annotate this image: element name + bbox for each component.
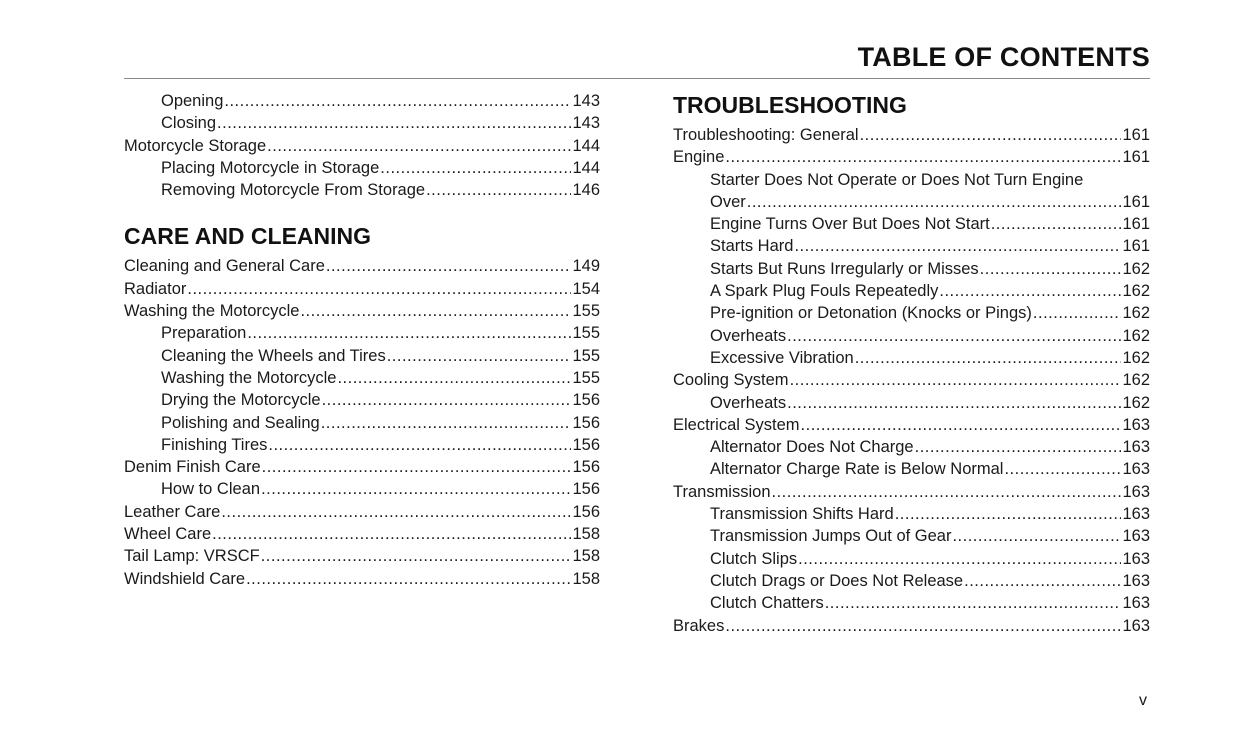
toc-entry-label: Wheel Care [124, 525, 212, 544]
toc-entry-label: Clutch Chatters [710, 594, 824, 613]
toc-entry-label: Electrical System [673, 415, 800, 434]
toc-entry-label: Removing Motorcycle From Storage [161, 181, 426, 200]
dot-leader [860, 124, 1122, 146]
dot-leader [801, 414, 1122, 436]
dot-leader [1004, 458, 1121, 480]
toc-entry-page: 163 [1122, 482, 1150, 501]
toc-list-troubleshooting-a [673, 124, 1150, 169]
dot-leader [262, 456, 572, 478]
toc-entry-label: Excessive Vibration [710, 348, 854, 367]
toc-entry-page: 156 [572, 458, 600, 477]
toc-entry-label: Cleaning and General Care [124, 257, 325, 276]
toc-entry-label: Alternator Does Not Charge [710, 438, 914, 457]
toc-entry-label: Overheats [710, 393, 787, 412]
toc-entry-label: Washing the Motorcycle [124, 302, 300, 321]
dot-leader [787, 392, 1121, 414]
toc-entry-page: 144 [572, 158, 600, 177]
toc-entry[interactable] [673, 325, 1150, 347]
toc-entry-label: Transmission Shifts Hard [710, 505, 894, 524]
toc-entry-label: Pre-ignition or Detonation (Knocks or Pings) [710, 304, 1032, 323]
toc-entry-label: Tail Lamp: VRSCF [124, 547, 260, 566]
toc-entry[interactable] [673, 414, 1150, 436]
dot-leader [337, 367, 571, 389]
toc-entry-page: 163 [1122, 616, 1150, 635]
toc-entry-page: 163 [1122, 549, 1150, 568]
toc-entry-label: Opening [161, 92, 224, 110]
toc-entry-label: Over [710, 192, 746, 211]
toc-entry-label: Placing Motorcycle in Storage [161, 158, 380, 177]
toc-entry-page: 155 [572, 346, 600, 365]
toc-entry-label: Cooling System [673, 371, 789, 390]
dot-leader [261, 478, 571, 500]
toc-entry-page: 162 [1122, 326, 1150, 345]
toc-entry[interactable] [673, 503, 1150, 525]
dot-leader [939, 280, 1121, 302]
toc-entry-page: 161 [1122, 215, 1150, 234]
toc-entry-page: 163 [1122, 505, 1150, 524]
toc-entry[interactable] [124, 278, 600, 300]
dot-leader [217, 112, 571, 134]
dot-leader [787, 325, 1121, 347]
toc-entry-page: 163 [1122, 527, 1150, 546]
toc-list-troubleshooting-b [673, 213, 1150, 637]
dot-leader [426, 179, 571, 201]
toc-entry-label: How to Clean [161, 480, 261, 499]
dot-leader [772, 481, 1122, 503]
toc-entry-page: 163 [1122, 415, 1150, 434]
toc-entry-label: Preparation [161, 324, 247, 343]
dot-leader [380, 157, 571, 179]
dot-leader [268, 434, 571, 456]
toc-entry-page: 144 [572, 136, 600, 155]
toc-entry-label: Engine Turns Over But Does Not Start [710, 215, 990, 234]
dot-leader [725, 615, 1121, 637]
toc-entry-label: Radiator [124, 279, 187, 298]
dot-leader [321, 412, 572, 434]
toc-entry[interactable] [673, 369, 1150, 391]
toc-entry-label: Starts But Runs Irregularly or Misses [710, 259, 979, 278]
toc-list-care-and-cleaning [124, 255, 600, 589]
toc-entry-label: Leather Care [124, 502, 221, 521]
toc-entry-page: 163 [1122, 460, 1150, 479]
section-heading-troubleshooting: TROUBLESHOOTING [673, 92, 907, 118]
dot-leader [991, 213, 1122, 235]
toc-entry-page: 163 [1122, 594, 1150, 613]
toc-list-storage [124, 90, 600, 201]
dot-leader [790, 369, 1122, 391]
toc-entry[interactable] [673, 302, 1150, 324]
toc-entry-label: A Spark Plug Fouls Repeatedly [710, 282, 939, 301]
toc-entry-page: 155 [572, 368, 600, 387]
page-header [124, 40, 1150, 79]
toc-entry[interactable] [124, 545, 600, 567]
toc-entry-label: Denim Finish Care [124, 458, 261, 477]
right-column [673, 90, 1150, 637]
toc-entry-label: Drying the Motorcycle [161, 391, 321, 410]
toc-entry-label: Transmission [673, 482, 771, 501]
toc-entry[interactable] [124, 157, 600, 179]
toc-entry-label: Brakes [673, 616, 725, 635]
toc-entry[interactable] [673, 436, 1150, 458]
toc-entry-page: 161 [1122, 237, 1150, 256]
toc-entry-page: 162 [1122, 282, 1150, 301]
dot-leader [825, 592, 1122, 614]
toc-entry[interactable] [124, 90, 600, 112]
toc-entry-page: 155 [572, 324, 600, 343]
left-column [124, 90, 600, 590]
dot-leader [387, 345, 572, 367]
toc-entry[interactable] [673, 615, 1150, 637]
toc-entry-label: Starts Hard [710, 237, 794, 256]
dot-leader [1033, 302, 1122, 324]
dot-leader [747, 191, 1122, 213]
dot-leader [725, 146, 1121, 168]
toc-entry-label: Closing [161, 114, 217, 133]
toc-entry-page: 158 [572, 569, 600, 588]
toc-entry-wrapped[interactable] [673, 169, 1150, 214]
toc-entry[interactable] [673, 124, 1150, 146]
toc-entry[interactable] [673, 280, 1150, 302]
dot-leader [794, 235, 1121, 257]
toc-entry-label: Finishing Tires [161, 435, 268, 454]
dot-leader [267, 135, 571, 157]
toc-entry[interactable] [673, 213, 1150, 235]
toc-entry-label: Engine [673, 148, 725, 167]
toc-entry-label: Alternator Charge Rate is Below Normal [710, 460, 1004, 479]
dot-leader [798, 548, 1121, 570]
dot-leader [964, 570, 1121, 592]
dot-leader [322, 389, 572, 411]
toc-entry[interactable] [124, 179, 600, 201]
dot-leader [221, 501, 571, 523]
section-heading-care-and-cleaning: CARE AND CLEANING [124, 223, 372, 250]
toc-entry[interactable] [673, 592, 1150, 614]
toc-entry-page: 158 [572, 525, 600, 544]
toc-entry-page: 146 [572, 181, 600, 200]
toc-entry[interactable] [124, 568, 600, 590]
toc-entry-page: 161 [1122, 148, 1150, 167]
dot-leader [915, 436, 1122, 458]
toc-entry[interactable] [124, 345, 600, 367]
toc-entry[interactable] [124, 367, 600, 389]
toc-entry[interactable] [124, 255, 600, 277]
toc-entry[interactable] [673, 235, 1150, 257]
toc-entry-page: 154 [572, 279, 600, 298]
toc-entry[interactable] [124, 412, 600, 434]
toc-entry[interactable] [673, 481, 1150, 503]
dot-leader [246, 568, 571, 590]
toc-entry-label-line1: Starter Does Not Operate or Does Not Turn Engine [710, 170, 1084, 189]
dot-leader [224, 90, 571, 112]
toc-entry-page: 162 [1122, 304, 1150, 323]
dot-leader [952, 525, 1121, 547]
toc-entry-label: Washing the Motorcycle [161, 368, 337, 387]
dot-leader [212, 523, 571, 545]
dot-leader [326, 255, 572, 277]
toc-entry-page: 161 [1122, 192, 1150, 211]
toc-entry-page: 162 [1122, 348, 1150, 367]
dot-leader [980, 258, 1122, 280]
dot-leader [247, 322, 571, 344]
dot-leader [895, 503, 1122, 525]
toc-entry[interactable] [124, 389, 600, 411]
toc-entry-label: Motorcycle Storage [124, 136, 267, 155]
dot-leader [187, 278, 571, 300]
toc-entry[interactable] [673, 548, 1150, 570]
toc-entry-page: 162 [1122, 259, 1150, 278]
toc-entry[interactable] [124, 434, 600, 456]
toc-entry[interactable] [673, 347, 1150, 369]
toc-entry-label: Overheats [710, 326, 787, 345]
toc-entry[interactable] [124, 478, 600, 500]
toc-entry-label: Cleaning the Wheels and Tires [161, 346, 386, 365]
page-number: v [1139, 692, 1147, 709]
toc-entry-page: 163 [1122, 571, 1150, 590]
toc-entry[interactable] [673, 258, 1150, 280]
dot-leader [300, 300, 571, 322]
toc-entry-page: 156 [572, 480, 600, 499]
toc-entry[interactable] [673, 570, 1150, 592]
dot-leader [855, 347, 1122, 369]
toc-entry-label: Windshield Care [124, 569, 246, 588]
toc-entry-page: 158 [572, 547, 600, 566]
toc-entry-page: 156 [572, 391, 600, 410]
toc-entry-label: Clutch Drags or Does Not Release [710, 571, 964, 590]
toc-entry-page: 156 [572, 435, 600, 454]
toc-entry[interactable] [673, 392, 1150, 414]
toc-entry-page: 162 [1122, 371, 1150, 390]
toc-entry[interactable] [124, 322, 600, 344]
toc-entry-label: Transmission Jumps Out of Gear [710, 527, 952, 546]
toc-entry-label: Troubleshooting: General [673, 126, 859, 144]
toc-entry-page: 149 [572, 257, 600, 276]
toc-entry-page: 143 [572, 92, 600, 110]
toc-entry-line2 [673, 191, 1150, 213]
toc-entry[interactable] [124, 112, 600, 134]
toc-entry-page: 156 [572, 502, 600, 521]
toc-entry[interactable] [124, 501, 600, 523]
toc-entry-page: 161 [1122, 126, 1150, 144]
toc-entry-label: Polishing and Sealing [161, 413, 320, 432]
toc-entry-label: Clutch Slips [710, 549, 798, 568]
toc-entry-page: 143 [572, 114, 600, 133]
toc-entry-page: 155 [572, 302, 600, 321]
toc-entry[interactable] [673, 525, 1150, 547]
toc-entry[interactable] [124, 456, 600, 478]
toc-entry-page: 162 [1122, 393, 1150, 412]
toc-entry[interactable] [124, 300, 600, 322]
dot-leader [261, 545, 572, 567]
toc-entry[interactable] [673, 146, 1150, 168]
toc-entry[interactable] [124, 135, 600, 157]
toc-entry-page: 163 [1122, 438, 1150, 457]
toc-entry-page: 156 [572, 413, 600, 432]
page-title: TABLE OF CONTENTS [857, 42, 1150, 72]
toc-entry[interactable] [124, 523, 600, 545]
toc-entry[interactable] [673, 458, 1150, 480]
